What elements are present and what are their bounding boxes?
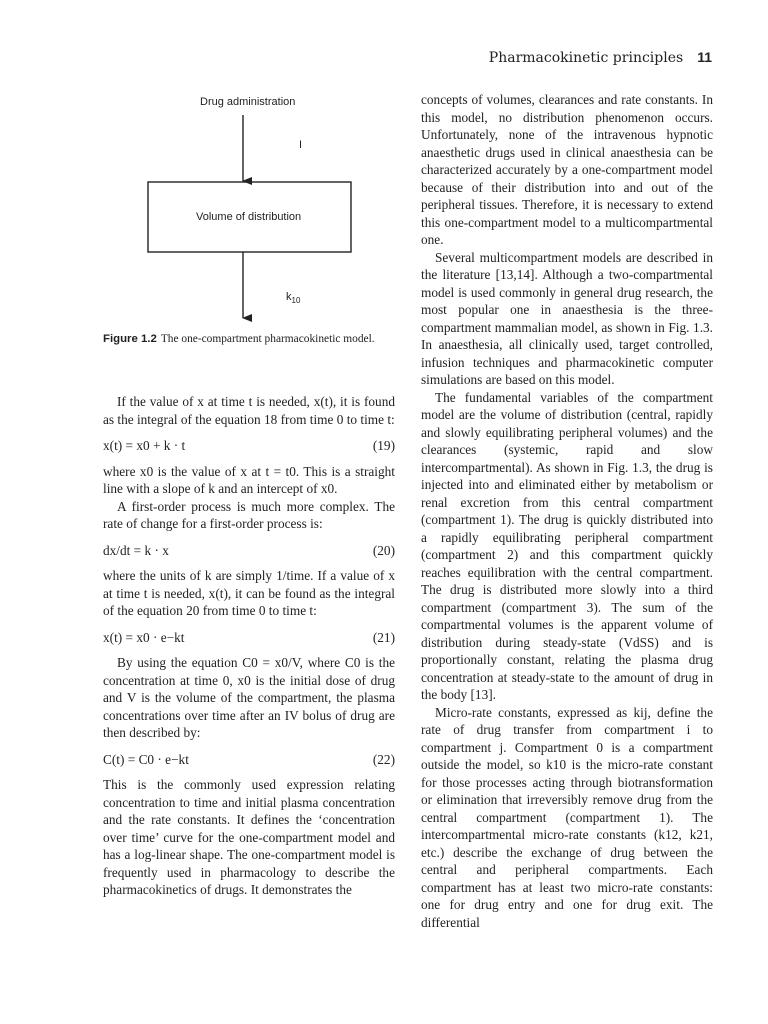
- left-column: [103, 393, 395, 899]
- paragraph: The fundamental variables of the compartment model are the volume of distribution (central, rapidly and slowly equilibrating peripheral volumes) and the clearances (systemic, rapid and slow intercompartmental). As shown in Fig. 1.3, the drug is injected into and eliminated either by metabolism or renal excretion from this central compartment (compartment 1). The drug is quickly distributed into a rapidly equilibrating peripheral compartment (compartment 2) and this compartment quickly reaches equilibration with the central compartment. The drug is distributed more slowly into a third compartment (compartment 3). The sum of the compartmental volumes is the apparent volume of distribution during steady-state (VdSS) and is proportionally constant, relating the plasma drug concentration at steady-state to the amount of drug in the body [13].: [421, 389, 713, 702]
- equation-text: dx/dt = k · x: [103, 542, 169, 558]
- equation-number: (19): [372, 438, 395, 453]
- figure-caption-text: The one-compartment pharmacokinetic model.: [160, 333, 375, 345]
- equation-text: x(t) = x0 · e−kt: [103, 629, 185, 645]
- equation-text: x(t) = x0 + k · t: [103, 438, 186, 453]
- paragraph: where the units of k are simply 1/time. If a value of x at time t is needed, x(t), it can be found as the integral of the equation 20 from time 0 to time t:: [103, 568, 395, 618]
- figure-caption-label: Figure 1.2: [103, 333, 157, 345]
- equation-20: [103, 542, 395, 560]
- paragraph: concepts of volumes, clearances and rate constants. In this model, no distribution phenomenon occurs. Unfortunately, none of the intravenous hypnotic anaesthetic drugs used in clinical anaesthesia can be characterized accurately by a one-compartment model because of their distribution into and out of the peripheral tissues. Therefore, it is necessary to extend this one-compartment model to a multicompartmental one.: [421, 92, 713, 247]
- running-header: [489, 49, 712, 66]
- elimination-rate-label: $k_{10}$: [286, 291, 301, 305]
- paragraph: By using the equation C0 = x0/V, where C0 is the concentration at time 0, x0 is the initial dose of drug and V is the volume of the compartment, the plasma concentrations over time after an IV bolus of drug are then described by:: [103, 655, 395, 740]
- equation-number: (22): [372, 751, 395, 767]
- figure-caption: [103, 330, 393, 347]
- figure-diagram: [103, 88, 403, 328]
- paragraph: If the value of x at time t is needed, x(t), it is found as the integral of the equation 18 from time 0 to time t:: [103, 394, 395, 427]
- paragraph: Micro-rate constants, expressed as kij, define the rate of drug transfer from compartment i to compartment j. Compartment 0 is a compartment outside the model, so k10 is the micro-rate constant for those processes acting through biotransformation or elimination that irreversibly remove drug from the central compartment (compartment 1). The intercompartmental micro-rate constants (k12, k21, etc.) describe the exchange of drug between the central and peripheral compartments. Each compartment has at least two micro-rate constants: one for drug entry and one for drug exit. The differential: [421, 704, 713, 930]
- equation-19: [103, 437, 395, 455]
- equation-number: (20): [372, 542, 395, 558]
- paragraph: Several multicompartment models are described in the literature [13,14]. Although a two-compartmental model is used commonly in general drug research, the most popular one in anaesthesia is the three-compartment mammalian model, as shown in Fig. 1.3. In anaesthesia, all clinically used, target controlled, infusion techniques and pharmacokinetic computer simulations are based on this model.: [421, 249, 713, 387]
- paragraph: A first-order process is much more complex. The rate of change for a first-order process is:: [103, 498, 395, 531]
- equation-text: C(t) = C0 · e−kt: [103, 751, 189, 767]
- input-rate-label: I: [299, 139, 303, 151]
- figure-one-compartment-model: [103, 88, 403, 368]
- equation-21: [103, 629, 395, 647]
- paragraph: where x0 is the value of x at t = t0. This is a straight line with a slope of k and an intercept of x0.: [103, 463, 395, 496]
- drug-administration-label: Drug administration: [200, 96, 296, 108]
- equation-number: (21): [372, 629, 395, 645]
- paragraph: This is the commonly used expression relating concentration to time and initial plasma concentration and the rate constants. It defines the ‘concentration over time’ curve for the one-compartment model and has a log-linear shape. The one-compartment model is frequently used in pharmacology to describe the pharmacokinetics of drugs. It demonstrates the: [103, 777, 395, 897]
- equation-22: [103, 751, 395, 769]
- running-title: Pharmacokinetic principles: [488, 50, 684, 66]
- page-number: 11: [697, 49, 712, 65]
- volume-of-distribution-label: Volume of distribution: [196, 211, 302, 223]
- right-column: [421, 91, 713, 931]
